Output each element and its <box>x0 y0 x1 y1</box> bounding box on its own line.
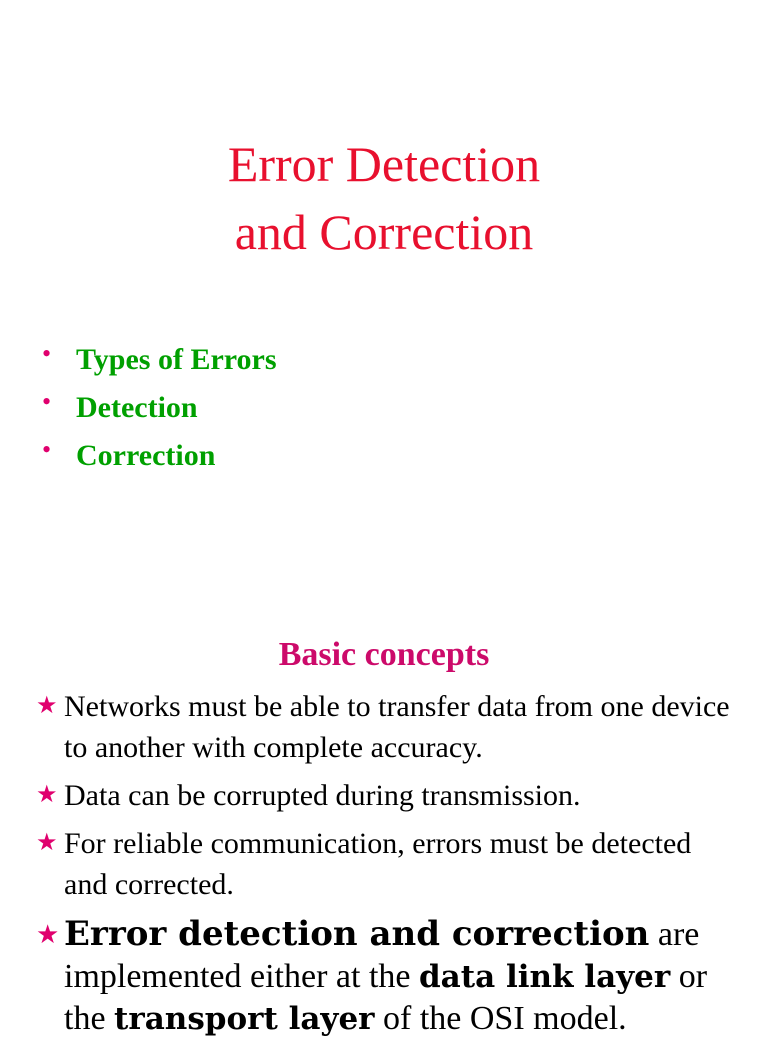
star-icon: ★ <box>36 920 60 949</box>
concept-item <box>36 823 736 905</box>
concept-text: are implemented either at the <box>64 916 700 995</box>
data-link-layer-term: data link layer <box>418 959 671 995</box>
topic-item <box>42 384 277 432</box>
transport-layer-term: transport layer <box>114 1001 375 1037</box>
topic-text: Correction <box>76 439 216 472</box>
star-icon: ★ <box>36 830 58 856</box>
title-line-1: Error Detection <box>227 136 541 192</box>
concept-lead: Error detection and correction <box>64 914 650 954</box>
topic-item <box>42 336 277 384</box>
concepts-list <box>36 686 736 1047</box>
bullet-icon: • <box>42 339 52 368</box>
concept-text: For reliable communication, errors must be detected and corrected. <box>64 827 692 901</box>
topic-text: Detection <box>76 391 198 424</box>
topics-list <box>42 336 277 480</box>
section-heading: Basic concepts <box>278 636 490 673</box>
slide-title <box>0 130 768 266</box>
concept-item-main <box>36 913 736 1040</box>
concept-item <box>36 686 736 768</box>
star-icon: ★ <box>36 693 58 719</box>
concept-item <box>36 775 736 816</box>
star-icon: ★ <box>36 782 58 808</box>
topic-item <box>42 432 277 480</box>
bullet-icon: • <box>42 435 52 464</box>
concept-text: Data can be corrupted during transmission. <box>64 779 581 812</box>
bullet-icon: • <box>42 387 52 416</box>
title-line-2: and Correction <box>234 204 534 260</box>
topic-text: Types of Errors <box>76 343 277 376</box>
concept-text: Networks must be able to transfer data from one device to another with complete accuracy. <box>64 690 730 764</box>
concept-text: or the <box>64 958 708 1037</box>
concept-text: of the OSI model. <box>374 1000 627 1037</box>
